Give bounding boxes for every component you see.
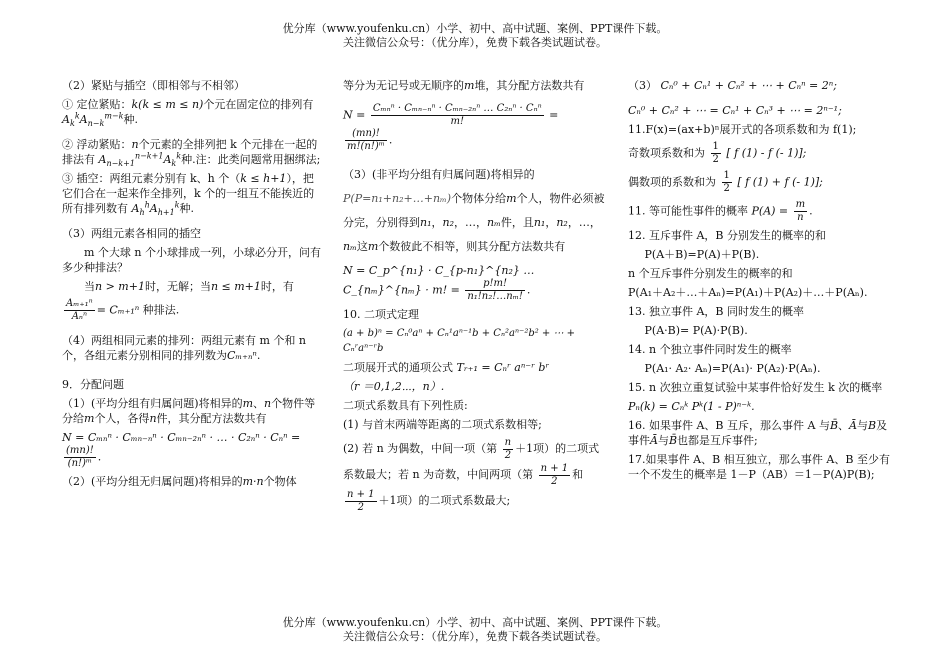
paragraph: 16. 如果事件 A、B 互斥，那么事件 A 与B̄、Ā与B及事件Ā与B̄也都是互斥事件; [628,419,888,447]
paragraph: (1) 与首末两端等距离的二项式系数相等; [343,418,542,431]
header-line-2: 关注微信公众号：（优分库），免费下载各类试题试卷。 [343,36,607,49]
paragraph: 奇数项系数和为 $\frac{1}{2}$ [ f (1) - f (- 1)]; [628,141,807,165]
fraction: $\frac{p!m!}{\text{n₁!n₂!…nₘ!}}$ [467,278,523,302]
paragraph: （r ＝0,1,2⋯，n）. [343,380,445,393]
fraction: $\frac{n + 1}{2}$ [347,488,375,513]
formula: $A_k^kA_{n-k}^{m-k}$ [62,111,124,129]
paragraph: (2) 若 n 为偶数，中间一项（第 $\frac{n}{2}$ ＋1项）的二项式系数最大；若 n 为奇数，中间两项（第 $\frac{n + 1}{2}$ 和 $\frac{n + 1}{2}$ ＋1项）的二项式系数最大; [343,436,600,513]
fraction: Aₘ₊₁ⁿ Aₙⁿ [66,298,93,322]
paragraph: 12. 互斥事件 A，B 分别发生的概率的和 [628,229,827,242]
paragraph: 11. 等可能性事件的概率 P(A) = $\frac{m}{n}$ . [628,199,813,223]
paragraph: （2）(平均分组无归属问题)将相异的m·n个物体 [62,475,297,488]
footer-line-1: 优分库（www.youfenku.cn）小学、初中、高中试题、案例、PPT课件下载。 [282,616,668,629]
section-title: （3）两组元素各相同的插空 [62,227,201,240]
paragraph: 14. n 个独立事件同时发生的概率 [628,343,792,356]
paragraph: （4）两组相同元素的排列：两组元素有 m 个和 n 个，各组元素分别相同的排列数为Cₘ₊ₙⁿ. [62,334,307,362]
fraction: $\frac{n + 1}{2}$ [540,462,569,487]
paragraph: ② 浮动紧贴：n个元素的全排列把 k 个元排在一起的排法有 $A_{n-k+1}^{n-k+1}A_k^k$种.注：此类问题常用捆绑法; [62,138,321,169]
paragraph: 11.F(x)=(ax+b)ⁿ展开式的各项系数和为 f(1); [628,123,857,136]
paragraph: 等分为无记号或无顺序的m堆，其分配方法数共有 [343,79,585,92]
formula-line: Pₙ(k) = Cₙᵏ Pᵏ(1 - P)ⁿ⁻ᵏ. [628,400,755,413]
paragraph: 当n > m+1时，无解；当n ≤ m+1时，有 [84,280,294,293]
section-title: 9．分配问题 [62,378,124,391]
paragraph: P(A＋B)=P(A)＋P(B). [644,248,760,261]
column-1 [62,78,324,493]
paragraph: 17.如果事件 A、B 相互独立，那么事件 A、B 至少有一个不发生的概率是 1－P（AB）＝1－P(A)P(B); [628,453,890,481]
fraction: $\frac{1}{2}$ [712,141,719,165]
paragraph: 15. n 次独立重复试验中某事件恰好发生 k 次的概率 [628,381,883,394]
formula: $A_h^hA_{h+1}^k$ [131,200,180,218]
fraction: $\frac{1}{2}$ [723,170,730,194]
paragraph: 二项展开式的通项公式 Tᵣ₊₁ = Cₙʳ aⁿ⁻ʳ bʳ [343,361,550,374]
formula-line: (a + b)ⁿ = Cₙ⁰aⁿ + Cₙ¹aⁿ⁻¹b + Cₙ²aⁿ⁻²b² + ⋯ + Cₙʳaⁿ⁻ʳb [343,328,576,354]
formula-line: N = Cₘₙⁿ · Cₘₙ₋ₙⁿ · Cₘₙ₋₂ₙⁿ … C₂ₙⁿ · Cₙⁿ m! = $\frac{(mn)!}{\text{m!(n!)ᵐ}}$ . [343,103,559,152]
paragraph: n 个互斥事件分别发生的概率的和 [628,267,793,280]
formula-line: （3） Cₙ⁰ + Cₙ¹ + Cₙ² + ⋯ + Cₙⁿ = 2ⁿ; [628,79,837,92]
fraction: $\frac{n}{2}$ [504,436,512,461]
section-title: （2）紧贴与插空（即相邻与不相邻） [62,79,245,92]
formula-line: N = Cₘₙⁿ · Cₘₙ₋ₙⁿ · Cₘₙ₋₂ₙⁿ · … · C₂ₙⁿ · Cₙⁿ = $\frac{(mn)!}{\text{(n!)ᵐ}}$ . [62,431,301,469]
header [0,22,950,50]
paragraph: m 个大球 n 个小球排成一列，小球必分开，问有多少种排法？ [62,246,322,274]
paragraph: P(A₁＋A₂＋…＋Aₙ)=P(A₁)＋P(A₂)＋…＋P(Aₙ). [628,286,868,299]
formula-line: N = C_p^{n₁} · C_{p-n₁}^{n₂} … C_{nₘ}^{nₘ} · m! = $\frac{p!m!}{\text{n₁!n₂!…nₘ!}}$ . [343,264,535,302]
paragraph: P(A·B)= P(A)·P(B). [644,324,748,337]
fraction: $\frac{(mn)!}{\text{(n!)ᵐ}}$ [66,445,94,469]
formula: $A_{n-k+1}^{n-k+1}A_k^k$ [98,151,182,169]
paragraph: P(A₁· A₂· Aₙ)=P(A₁)· P(A₂)·P(Aₙ). [644,362,821,375]
column-3 [628,78,890,486]
fraction: Cₘₙⁿ · Cₘₙ₋ₙⁿ · Cₘₙ₋₂ₙⁿ … C₂ₙⁿ · Cₙⁿ m! [372,103,542,127]
paragraph: （3）(非平均分组有归属问题)将相异的P(P=n₁+n₂+…+nₘ)个物体分给m个人，物件必须被分完，分别得到n₁，n₂，…，nₘ件，且n₁，n₂，…，nₘ这m个数彼此不相等，则其分配方法数共有 [343,168,605,253]
footer [0,616,950,644]
paragraph: （1）(平均分组有归属问题)将相异的m、n个物件等分给m个人，各得n件，其分配方法数共有 [62,397,316,425]
paragraph: ① 定位紧贴：k(k ≤ m ≤ n)个元在固定位的排列有 $A_k^kA_{n-k}^{m-k}$种. [62,98,314,129]
paragraph: 二项式系数具有下列性质: [343,399,468,412]
formula-line: Cₙ⁰ + Cₙ² + ⋯ = Cₙ¹ + Cₙ³ + ⋯ = 2ⁿ⁻¹; [628,104,842,117]
fraction: $\frac{(mn)!}{\text{m!(n!)ᵐ}}$ [347,128,385,152]
column-2 [343,78,605,518]
fraction: $\frac{m}{n}$ [795,199,806,223]
header-line-1: 优分库（www.youfenku.cn）小学、初中、高中试题、案例、PPT课件下载。 [282,22,668,35]
section-title: 10. 二项式定理 [343,308,419,321]
footer-line-2: 关注微信公众号：（优分库），免费下载各类试题试卷。 [343,630,607,643]
paragraph: 13. 独立事件 A，B 同时发生的概率 [628,305,805,318]
paragraph: ③ 插空：两组元素分别有 k、h 个（k ≤ h+1），把它们合在一起来作全排列，k 个的一组互不能挨近的所有排列数有 $A_h^hA_{h+1}^k$种. [62,172,315,218]
paragraph: Aₘ₊₁ⁿ Aₙⁿ = Cₘ₊₁ⁿ 种排法. [66,298,180,322]
paragraph: 偶数项的系数和为 $\frac{1}{2}$ [ f (1) + f (- 1)]; [628,170,823,194]
